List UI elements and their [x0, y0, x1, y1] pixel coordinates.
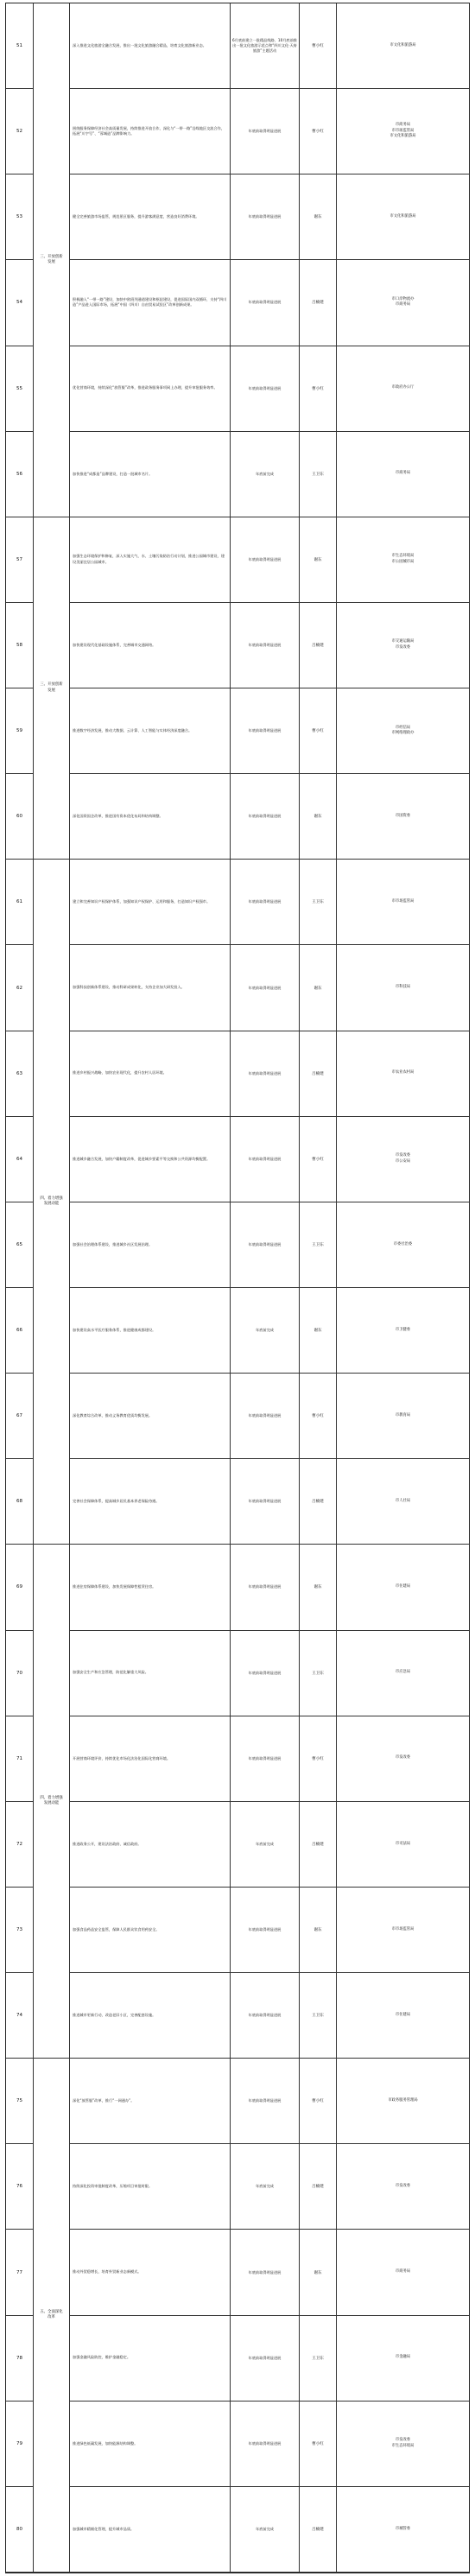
leader-name: 谢东: [300, 945, 337, 1030]
responsible-dept: 市商务局 市市场监管局 市文化和旅游局: [390, 123, 416, 139]
category-label: 三、开放创新发展: [34, 3, 70, 517]
task-text: 加强城市精细化管理，提升城市品质。: [70, 2487, 231, 2572]
deadline-text: 年底前取得明显进展: [231, 1117, 300, 1202]
task-text: 围绕服务保障经济社会高质量发展，持续推进开放合作，深化与“一带一路”沿线地区交流合作，拓展“川字号”、“蓉城造”品牌影响力。: [70, 89, 231, 174]
deadline-text: 年底前完成: [231, 432, 300, 517]
row-number: 80: [6, 2487, 34, 2572]
responsible-dept: 市政务服务管理局: [388, 2097, 418, 2103]
task-text: 加快建设高水平医疗服务体系，推进健康成都建设。: [70, 1288, 231, 1373]
table-row: [6, 1716, 469, 1802]
deadline-text: 年底前取得明显进展: [231, 1545, 300, 1629]
row-number: 61: [6, 860, 34, 944]
responsible-dept: 市人社局: [395, 1499, 411, 1504]
responsible-dept: 市发改委: [395, 2184, 411, 2189]
row-number: 54: [6, 260, 34, 345]
responsible-dept: 市发改委: [395, 1755, 411, 1761]
table-row: [6, 174, 469, 260]
table-row: [6, 1202, 469, 1288]
responsible-dept: 市政府办公厅: [391, 385, 415, 390]
table-row: [6, 432, 469, 517]
row-number: 59: [6, 688, 34, 773]
leader-name: 曹小红: [300, 89, 337, 174]
deadline-text: 年底前取得明显进展: [231, 603, 300, 688]
task-text: 推进住房保障体系建设，加快发展保障性租赁住房。: [70, 1545, 231, 1629]
table-row: [6, 1374, 469, 1459]
row-number: 62: [6, 945, 34, 1030]
deadline-text: 年底前取得明显进展: [231, 1459, 300, 1544]
row-number: 52: [6, 89, 34, 174]
responsible-dept: 市市场监管局: [391, 899, 415, 904]
deadline-text: 年底前完成: [231, 2144, 300, 2229]
row-number: 68: [6, 1459, 34, 1544]
task-text: 深化“放管服”改革，推行“一网通办”。: [70, 2059, 231, 2143]
responsible-dept: 市发改委 市生态环境局: [391, 2438, 415, 2448]
responsible-dept: 市市场监管局: [391, 1926, 415, 1932]
responsible-dept: 市住建局: [395, 1584, 411, 1589]
deadline-text: 年底前完成: [231, 1802, 300, 1887]
table-row: [6, 346, 469, 432]
category-label: 四、着力增强发展动能: [34, 860, 70, 1545]
task-text: 推进城市更新行动，改造老旧小区，完善配套设施。: [70, 1973, 231, 2058]
leader-name: 谢东: [300, 774, 337, 859]
row-number: 70: [6, 1631, 34, 1716]
leader-name: 谢东: [300, 2230, 337, 2314]
row-number: 66: [6, 1288, 34, 1373]
task-text: 加强食品药品安全监管，保障人民群众饮食用药安全。: [70, 1888, 231, 1972]
leader-name: 王卫东: [300, 2316, 337, 2401]
row-number: 63: [6, 1031, 34, 1116]
task-text: 推进绿色低碳发展，加快能源结构调整。: [70, 2402, 231, 2486]
leader-name: 吕楠建: [300, 603, 337, 688]
deadline-text: 年底前取得明显进展: [231, 860, 300, 944]
row-number: 65: [6, 1202, 34, 1287]
table-row: [6, 3, 469, 89]
table-row: [6, 2402, 469, 2487]
deadline-text: 年底前取得明显进展: [231, 945, 300, 1030]
task-text: 加强生态环境保护和修复，深入实施大气、水、土壤污染防治行动计划，推进公园城市建设，建设美丽宜居公园城市。: [70, 517, 231, 602]
category-label: 五、全面深化改革: [34, 2059, 70, 2573]
responsible-dept: 市委社治委: [393, 1241, 413, 1247]
task-text: 推进数字经济发展，推动大数据、云计算、人工智能与实体经济深度融合。: [70, 688, 231, 773]
table-row: [6, 1545, 469, 1630]
responsible-dept: 市金融局: [395, 2355, 411, 2360]
leader-name: 谢东: [300, 1288, 337, 1373]
row-number: 53: [6, 174, 34, 259]
leader-name: 吕楠建: [300, 1031, 337, 1116]
task-text: 加快建设现代化基础设施体系，完善城市交通网络。: [70, 603, 231, 688]
table-row: [6, 89, 469, 174]
table-row: [6, 1888, 469, 1973]
leader-name: 谢东: [300, 1545, 337, 1629]
responsible-dept: 市口岸物流办 市商务局: [391, 296, 415, 308]
task-table: [5, 3, 470, 2573]
task-text: 加强社会治理体系建设，推进城乡社区发展治理。: [70, 1202, 231, 1287]
deadline-text: 年底前取得明显进展: [231, 2059, 300, 2143]
deadline-text: 年底前取得明显进展: [231, 174, 300, 259]
deadline-text: 年底前取得明显进展: [231, 688, 300, 773]
deadline-text: 年底前取得明显进展: [231, 2316, 300, 2401]
task-text: 持续深化投资审批制度改革，压缩项目审批时限。: [70, 2144, 231, 2229]
leader-name: 吕楠建: [300, 1459, 337, 1544]
deadline-text: 年底前取得明显进展: [231, 1888, 300, 1972]
responsible-dept: 市应急局: [395, 1670, 411, 1675]
responsible-dept: 市文化和旅游局: [390, 42, 416, 48]
table-row: [6, 1631, 469, 1716]
responsible-dept: 市教育局: [395, 1412, 411, 1418]
leader-name: 曹小红: [300, 2059, 337, 2143]
deadline-text: 年底前取得明显进展: [231, 1374, 300, 1458]
table-row: [6, 603, 469, 688]
responsible-dept: 市住建局: [395, 2012, 411, 2017]
leader-name: 曹小红: [300, 2402, 337, 2486]
leader-name: 谢东: [300, 1888, 337, 1972]
task-text: 加强金融风险防控，维护金融稳定。: [70, 2316, 231, 2401]
leader-name: 谢东: [300, 517, 337, 602]
deadline-text: 年底前取得明显进展: [231, 1973, 300, 2058]
table-row: [6, 517, 469, 603]
leader-name: 曹小红: [300, 1374, 337, 1458]
responsible-dept: 市卫健委: [395, 1327, 411, 1332]
row-number: 76: [6, 2144, 34, 2229]
deadline-text: 年底前完成: [231, 1288, 300, 1373]
leader-name: 王卫东: [300, 1202, 337, 1287]
leader-name: 吕楠建: [300, 260, 337, 345]
table-row: [6, 260, 469, 346]
leader-name: 曹小红: [300, 1716, 337, 1801]
deadline-text: 年底前取得明显进展: [231, 2402, 300, 2486]
task-text: 健全完善旅游市场监管，规范景区服务，提升游客满意度，营造良好消费环境。: [70, 174, 231, 259]
table-row: [6, 1802, 469, 1888]
table-row: [6, 860, 469, 945]
table-row: [6, 2059, 469, 2144]
category-label: 四、着力增强发展动能: [34, 1545, 70, 2059]
task-text: 加快推进“成都造”品牌建设，打造一批城市名片。: [70, 432, 231, 517]
row-number: 75: [6, 2059, 34, 2143]
row-number: 78: [6, 2316, 34, 2401]
leader-name: 曹小红: [300, 3, 337, 88]
task-text: 深化国资国企改革，推进国有资本优化布局和结构调整。: [70, 774, 231, 859]
responsible-dept: 市国资委: [395, 813, 411, 818]
leader-name: 曹小红: [300, 1117, 337, 1202]
responsible-dept: 市城管委: [395, 2526, 411, 2531]
responsible-dept: 市文化和旅游局: [390, 214, 416, 219]
responsible-dept: 市司法局: [395, 1841, 411, 1846]
responsible-dept: 市商务局: [395, 471, 411, 476]
table-row: [6, 1288, 469, 1374]
table-row: [6, 1031, 469, 1117]
responsible-dept: 市交通运输局 市发改委: [391, 639, 415, 650]
leader-name: 谢东: [300, 174, 337, 259]
table-row: [6, 2230, 469, 2315]
table-row: [6, 1459, 469, 1545]
deadline-text: 年底前取得明显进展: [231, 1202, 300, 1287]
row-number: 64: [6, 1117, 34, 1202]
deadline-text: 年底前取得明显进展: [231, 89, 300, 174]
row-number: 74: [6, 1973, 34, 2058]
row-number: 56: [6, 432, 34, 517]
task-text: 完善社会保障体系，提高城乡居民基本养老保险待遇。: [70, 1459, 231, 1544]
leader-name: 吕楠建: [300, 1802, 337, 1887]
table-row: [6, 1973, 469, 2059]
table-row: [6, 945, 469, 1031]
table-row: [6, 2316, 469, 2402]
row-number: 57: [6, 517, 34, 602]
row-number: 60: [6, 774, 34, 859]
row-number: 72: [6, 1802, 34, 1887]
leader-name: 王卫东: [300, 1973, 337, 2058]
row-number: 79: [6, 2402, 34, 2486]
row-number: 67: [6, 1374, 34, 1458]
leader-name: 曹小红: [300, 688, 337, 773]
leader-name: 王卫东: [300, 432, 337, 517]
task-text: 深入推进文化旅游全融合发展，推出一批文化旅游融合精品，培育文化旅游新业态。: [70, 3, 231, 88]
deadline-text: 年底前取得明显进展: [231, 517, 300, 602]
leader-name: 王卫东: [300, 860, 337, 944]
responsible-dept: 市经信局 市网络理政办: [391, 725, 415, 736]
table-row: [6, 2144, 469, 2230]
deadline-text: 年底前取得明显进展: [231, 774, 300, 859]
table-row: [6, 774, 469, 860]
leader-name: 吕楠建: [300, 2487, 337, 2572]
task-text: 加强安全生产和应急管理，防范化解重大风险。: [70, 1631, 231, 1716]
deadline-text: 年底前取得明显进展: [231, 1716, 300, 1801]
task-text: 加强科技创新体系建设，推动科研成果转化，支持企业加大研发投入。: [70, 945, 231, 1030]
deadline-text: 年底前完成: [231, 2487, 300, 2572]
row-number: 69: [6, 1545, 34, 1629]
row-number: 77: [6, 2230, 34, 2314]
task-text: 推进政务公开，建设法治政府、诚信政府。: [70, 1802, 231, 1887]
task-text: 推进城乡融合发展，加快户籍制度改革，促进城乡要素平等交换和公共资源均衡配置。: [70, 1117, 231, 1202]
table-row: [6, 2487, 469, 2573]
row-number: 58: [6, 603, 34, 688]
table-row: [6, 688, 469, 774]
task-text: 推动外贸稳增长，培育外贸新业态新模式。: [70, 2230, 231, 2314]
responsible-dept: 市生态环境局 市公园城市局: [391, 554, 415, 564]
deadline-text: 年底前取得明显进展: [231, 2230, 300, 2314]
task-text: 开展营商环境评价，持续优化市场化法治化国际化营商环境。: [70, 1716, 231, 1801]
category-label: 三、开放创新发展: [34, 517, 70, 860]
task-text: 积极融入“一带一路”建设，加快中欧班列通道建设和枢纽建设，促进国际国内双循环，支持“四川造”产品进入国际市场，拓展“中国（四川）自由贸易试验区”改革创新成果。: [70, 260, 231, 345]
responsible-dept: 市农业农村局: [391, 1070, 415, 1075]
deadline-text: 年底前取得明显进展: [231, 1631, 300, 1716]
task-text: 推进乡村振兴战略，加快农业现代化，提升农村人居环境。: [70, 1031, 231, 1116]
deadline-text: 年底前取得明显进展: [231, 1031, 300, 1116]
leader-name: 吕楠建: [300, 2144, 337, 2229]
responsible-dept: 市商务局: [395, 2269, 411, 2275]
responsible-dept: 市科技局: [395, 985, 411, 990]
leader-name: 曹小红: [300, 346, 337, 431]
row-number: 55: [6, 346, 34, 431]
leader-name: 王卫东: [300, 1631, 337, 1716]
responsible-dept: 市发改委 市公安局: [395, 1153, 411, 1164]
task-text: 建立和完善知识产权保护体系，加强知识产权保护、运用和服务，打造知识产权强市。: [70, 860, 231, 944]
deadline-text: 年底前取得明显进展: [231, 260, 300, 345]
table-row: [6, 1117, 469, 1202]
deadline-text: 6月底前建立一批精品线路、10月底前推出一批文化旅游示范点和“四川文化·天府旅游”主题活动: [231, 3, 300, 88]
row-number: 51: [6, 3, 34, 88]
row-number: 73: [6, 1888, 34, 1972]
deadline-text: 年底前取得明显进展: [231, 346, 300, 431]
task-text: 深化教育综合改革，推动义务教育优质均衡发展。: [70, 1374, 231, 1458]
task-text: 优化营商环境，持续深化“放管服”改革，推进政务服务事项网上办理，提升审批服务效率。: [70, 346, 231, 431]
row-number: 71: [6, 1716, 34, 1801]
